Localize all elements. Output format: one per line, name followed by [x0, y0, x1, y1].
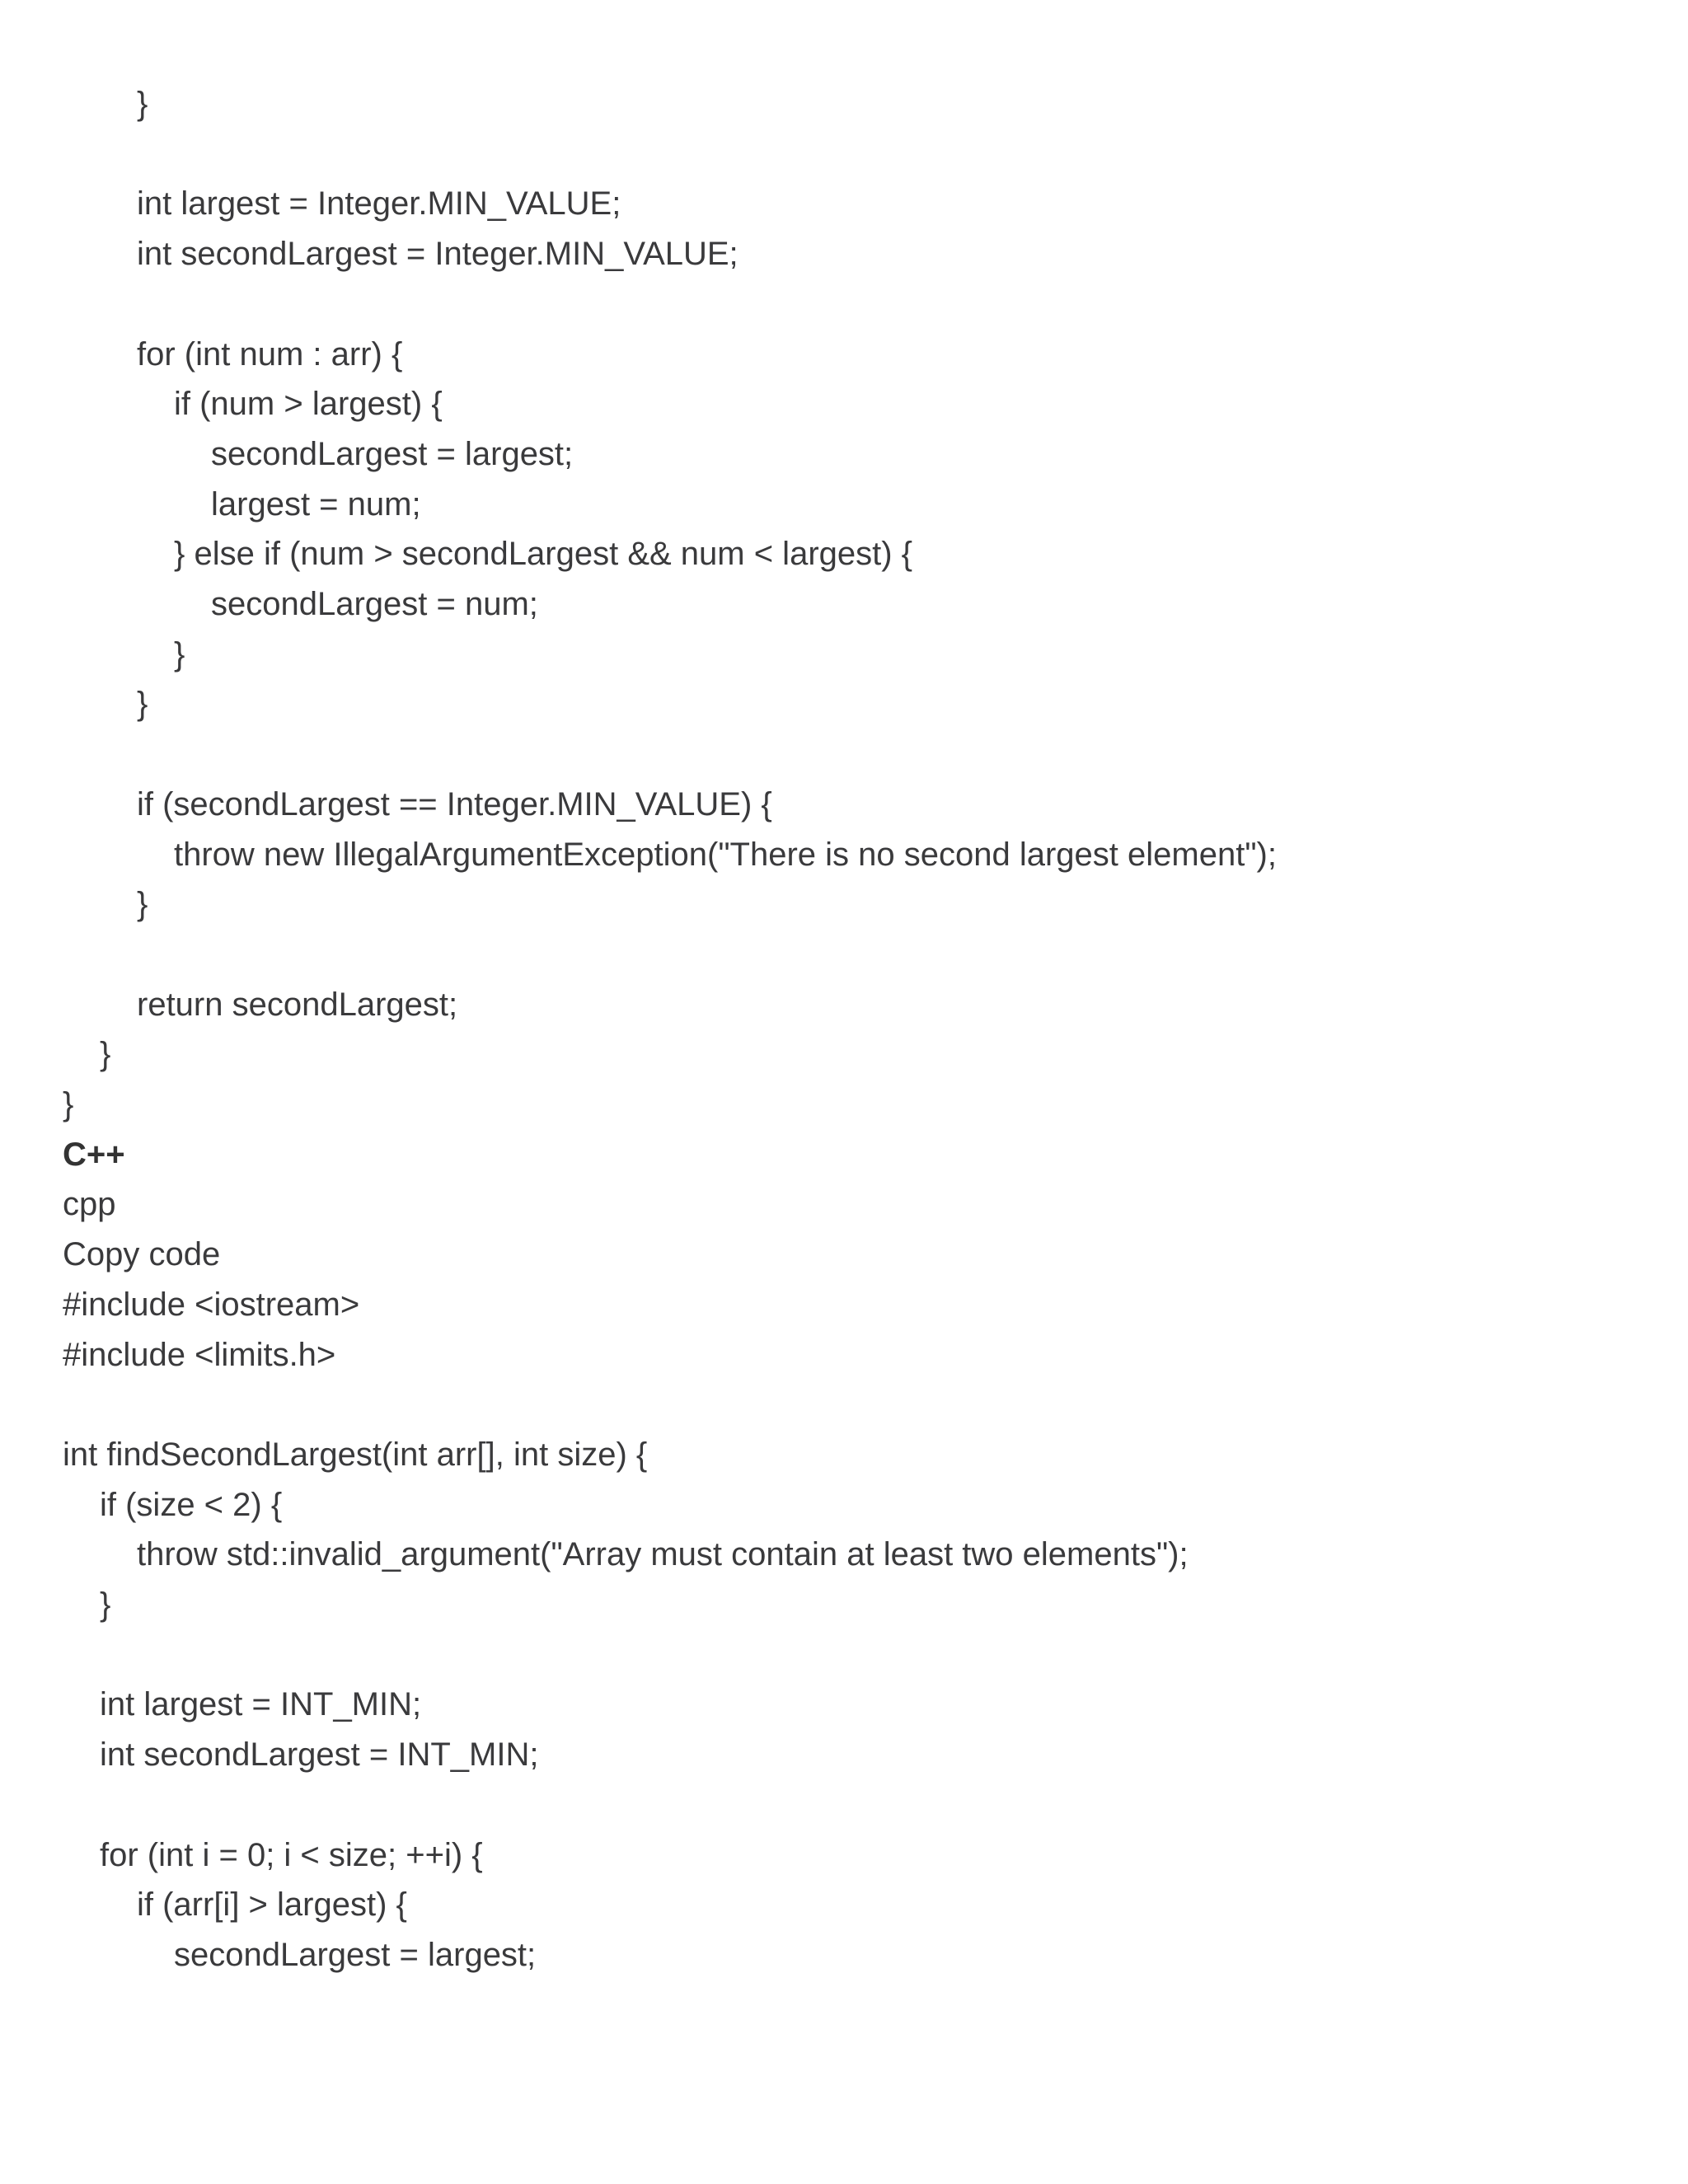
code-line: if (num > largest) {: [174, 386, 443, 423]
code-line: }: [137, 886, 148, 923]
code-line: int secondLargest = INT_MIN;: [100, 1736, 539, 1774]
code-line: }: [137, 86, 148, 122]
copy-code-label: Copy code: [63, 1236, 221, 1273]
code-line: secondLargest = largest;: [174, 1936, 537, 1973]
code-line: }: [137, 686, 148, 723]
code-line: #include <limits.h>: [63, 1336, 336, 1373]
code-line: }: [100, 1586, 111, 1623]
code-line: for (int num : arr) {: [137, 335, 403, 373]
code-line: for (int i = 0; i < size; ++i) {: [100, 1836, 483, 1873]
code-line: largest = num;: [211, 485, 421, 523]
code-line: if (size < 2) {: [100, 1486, 283, 1523]
code-line: }: [63, 1086, 74, 1122]
code-line: throw new IllegalArgumentException("There is no second largest element");: [174, 836, 1277, 873]
code-line: int largest = INT_MIN;: [100, 1686, 422, 1723]
code-line: int secondLargest = Integer.MIN_VALUE;: [137, 236, 738, 273]
code-line: secondLargest = largest;: [211, 435, 574, 472]
code-line: #include <iostream>: [63, 1286, 360, 1323]
code-line: if (secondLargest == Integer.MIN_VALUE) {: [137, 785, 772, 823]
language-label: C++: [63, 1136, 125, 1173]
code-line: } else if (num > secondLargest && num < largest) {: [174, 536, 913, 573]
code-line: return secondLargest;: [137, 986, 458, 1023]
code-line: secondLargest = num;: [211, 586, 538, 622]
code-line: if (arr[i] > largest) {: [137, 1886, 407, 1924]
code-line: throw std::invalid_argument("Array must contain at least two elements");: [137, 1536, 1189, 1573]
code-line: }: [100, 1036, 111, 1073]
code-line: }: [174, 635, 185, 673]
code-line: int largest = Integer.MIN_VALUE;: [137, 185, 621, 223]
code-line: int findSecondLargest(int arr[], int size) {: [63, 1436, 648, 1473]
code-language-tag: cpp: [63, 1186, 116, 1223]
